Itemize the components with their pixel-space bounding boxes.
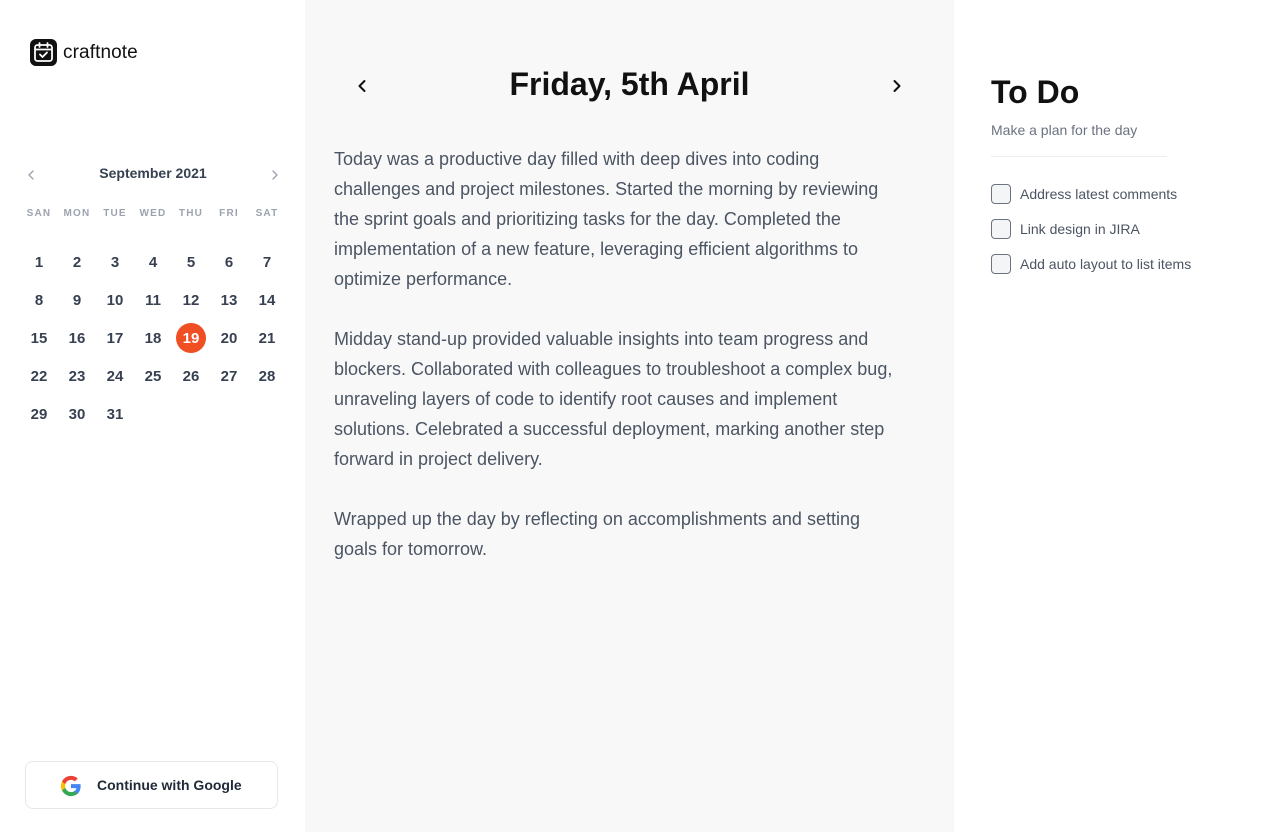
calendar-day-number: 6: [224, 253, 234, 271]
journal-paragraph: Today was a productive day filled with deep dives into coding challenges and project milestones. Started the morning by reviewing the sprint goals and prioritizing tasks for the day. Completed the implementation of a new feature, leveraging efficient algorithms to optimize performance.: [334, 149, 879, 289]
calendar-day[interactable]: [172, 357, 210, 395]
chevron-right-icon: [269, 169, 281, 181]
calendar-day-number: 18: [144, 329, 162, 347]
calendar-day-number: 28: [258, 367, 276, 385]
calendar-day[interactable]: [172, 281, 210, 319]
calendar-day-number: 31: [106, 405, 124, 423]
todo-item[interactable]: [991, 184, 1191, 204]
calendar-day[interactable]: [20, 243, 58, 281]
journal-date-title: Friday, 5th April: [509, 66, 750, 102]
calendar-day[interactable]: [20, 281, 58, 319]
calendar-day-number: 19: [176, 323, 206, 353]
sidebar: [0, 0, 305, 832]
todo-item-label: Address latest comments: [1020, 186, 1178, 202]
todo-checkbox[interactable]: [991, 184, 1011, 204]
calendar-next-button[interactable]: [264, 164, 286, 186]
todo-item-label: Add auto layout to list items: [1020, 256, 1192, 272]
calendar-month-label: September 2021: [99, 165, 207, 181]
calendar-day-number: 14: [258, 291, 276, 309]
calendar-day-number: 16: [68, 329, 86, 347]
journal-paragraph: Wrapped up the day by reflecting on accomplishments and setting goals for tomorrow.: [334, 509, 860, 559]
brand[interactable]: [30, 39, 138, 66]
calendar-day[interactable]: [96, 281, 134, 319]
calendar-day[interactable]: [210, 357, 248, 395]
calendar-day-number: 21: [258, 329, 276, 347]
calendar-day[interactable]: [134, 357, 172, 395]
calendar-day-number: 7: [262, 253, 272, 271]
journal-paragraph: Midday stand-up provided valuable insights into team progress and blockers. Collaborated with colleagues to troubleshoot a complex bug, unraveling layers of code to identify root causes and implement solutions. Celebrated a successful deployment, marking another step forward in project delivery.: [334, 329, 893, 469]
todo-title: To Do: [991, 74, 1080, 110]
calendar-day[interactable]: [248, 319, 286, 357]
calendar-day-number: 9: [72, 291, 82, 309]
calendar-day[interactable]: [96, 319, 134, 357]
calendar-day[interactable]: [134, 281, 172, 319]
calendar-grid: [20, 243, 286, 433]
calendar-day[interactable]: [248, 281, 286, 319]
calendar-day-number: 22: [30, 367, 48, 385]
calendar-day[interactable]: [134, 319, 172, 357]
calendar-header: [20, 160, 286, 188]
calendar-day-number: 25: [144, 367, 162, 385]
calendar-day-selected[interactable]: [172, 319, 210, 357]
calendar-day[interactable]: [248, 243, 286, 281]
journal-entry[interactable]: [334, 144, 894, 594]
calendar-day-number: 2: [72, 253, 82, 271]
calendar-day[interactable]: [20, 395, 58, 433]
calendar-day-number: 23: [68, 367, 86, 385]
brand-name: craftnote: [63, 41, 138, 63]
calendar-weekday: THU: [178, 208, 204, 219]
calendar-day[interactable]: [210, 319, 248, 357]
calendar-check-icon: [30, 39, 57, 66]
calendar-day-number: 5: [186, 253, 196, 271]
calendar-day-number: 24: [106, 367, 124, 385]
calendar-day[interactable]: [96, 395, 134, 433]
calendar-weekday: SAT: [255, 208, 279, 219]
calendar-day[interactable]: [248, 357, 286, 395]
google-button-label: Continue with Google: [97, 777, 242, 793]
calendar-weekday: WED: [139, 208, 167, 219]
calendar-day-number: 20: [220, 329, 238, 347]
calendar-weekday: SAN: [26, 208, 52, 219]
calendar-day[interactable]: [58, 395, 96, 433]
calendar-day[interactable]: [20, 319, 58, 357]
calendar-day[interactable]: [210, 281, 248, 319]
todo-list: [991, 184, 1191, 289]
next-day-button[interactable]: [883, 72, 911, 100]
calendar-weekday: MON: [63, 208, 91, 219]
journal-panel: [305, 0, 954, 832]
calendar-day[interactable]: [172, 243, 210, 281]
chevron-right-icon: [889, 78, 905, 94]
calendar-day[interactable]: [58, 243, 96, 281]
calendar-day-number: 17: [106, 329, 124, 347]
todo-item[interactable]: [991, 219, 1191, 239]
calendar-day[interactable]: [58, 357, 96, 395]
calendar-day[interactable]: [96, 357, 134, 395]
calendar-day-number: 30: [68, 405, 86, 423]
calendar-day-number: 4: [148, 253, 158, 271]
calendar-day-number: 1: [34, 253, 44, 271]
todo-subtitle: Make a plan for the day: [991, 122, 1138, 138]
calendar-day[interactable]: [96, 243, 134, 281]
calendar-day[interactable]: [134, 243, 172, 281]
calendar-day-number: 26: [182, 367, 200, 385]
todo-item-label: Link design in JIRA: [1020, 221, 1140, 237]
continue-with-google-button[interactable]: [25, 761, 278, 809]
calendar-weekdays: [20, 208, 286, 219]
calendar-day-number: 15: [30, 329, 48, 347]
todo-checkbox[interactable]: [991, 254, 1011, 274]
todo-divider: [991, 156, 1167, 157]
calendar-day-number: 10: [106, 291, 124, 309]
calendar-day[interactable]: [210, 243, 248, 281]
google-icon: [60, 775, 82, 797]
calendar-day-number: 13: [220, 291, 238, 309]
calendar-day-number: 8: [34, 291, 44, 309]
calendar-day-number: 29: [30, 405, 48, 423]
todo-panel: [954, 0, 1280, 832]
todo-checkbox[interactable]: [991, 219, 1011, 239]
todo-item[interactable]: [991, 254, 1191, 274]
calendar-weekday: TUE: [103, 208, 127, 219]
calendar-day-number: 27: [220, 367, 238, 385]
calendar-day-number: 12: [182, 291, 200, 309]
calendar-weekday: FRI: [219, 208, 239, 219]
calendar-day[interactable]: [20, 357, 58, 395]
calendar-day[interactable]: [58, 281, 96, 319]
calendar-day-number: 11: [145, 291, 161, 309]
calendar-day-number: 3: [110, 253, 120, 271]
calendar-day[interactable]: [58, 319, 96, 357]
